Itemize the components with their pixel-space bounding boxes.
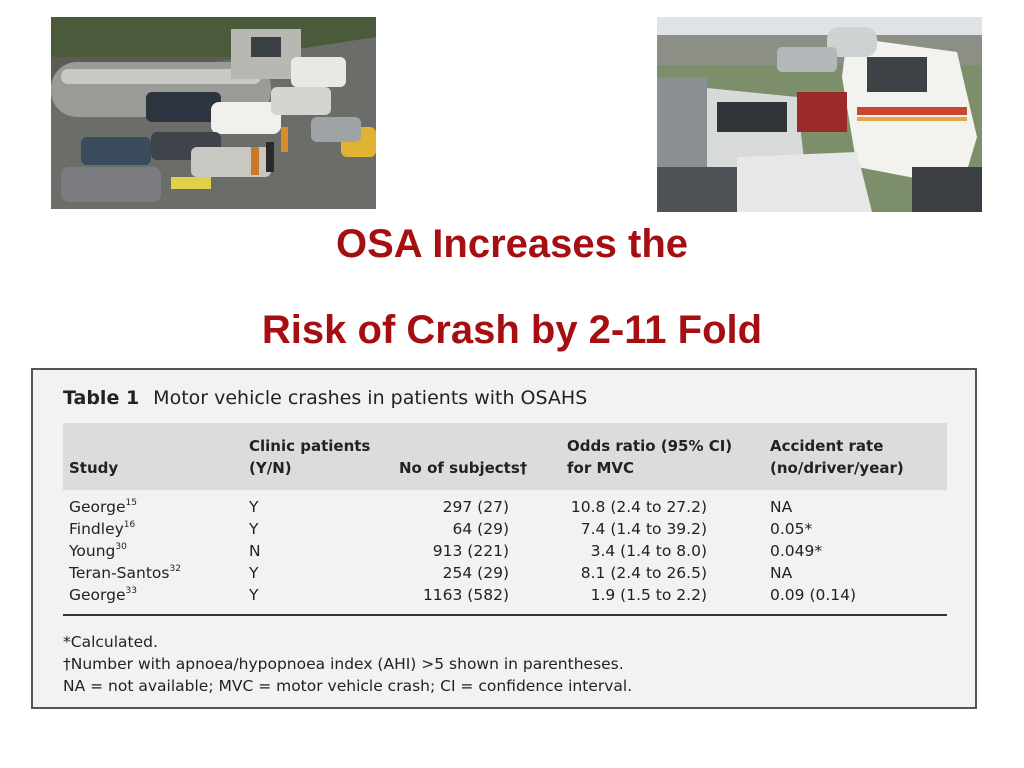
- header-rate-line1: Accident rate: [770, 437, 884, 455]
- cell-odds: 10.8 (2.4 to 27.2): [570, 498, 707, 516]
- table-row: [63, 520, 947, 542]
- cell-study: Teran-Santos$^{32}$: [69, 564, 181, 582]
- cell-odds: 7.4 (1.4 to 39.2): [580, 520, 707, 538]
- header-study: Study: [69, 459, 119, 477]
- table-caption-text: Motor vehicle crashes in patients with OSAHS: [153, 387, 588, 409]
- slide-title-line1: OSA Increases the: [335, 222, 688, 266]
- table-row: [63, 586, 947, 608]
- slide-title-line2: Risk of Crash by 2-11 Fold: [261, 308, 763, 352]
- cell-clinic: Y: [249, 586, 259, 604]
- header-odds-line2: for MVC: [567, 459, 634, 477]
- header-clinic-line2: (Y/N): [249, 459, 292, 477]
- cell-subjects: 64 (29): [452, 520, 509, 538]
- highway-crash-photo-left: [51, 17, 376, 209]
- header-rate-line2: (no/driver/year): [770, 459, 904, 477]
- cell-clinic: N: [249, 542, 261, 560]
- cell-study: George$^{15}$: [69, 498, 137, 516]
- highway-crash-photo-right: [657, 17, 982, 212]
- footnote-ahi: †Number with apnoea/hypopnoea index (AHI) >5 shown in parentheses.: [63, 655, 624, 673]
- cell-study: Findley$^{16}$: [69, 520, 136, 538]
- cell-clinic: Y: [249, 564, 259, 582]
- cell-rate: 0.09 (0.14): [770, 586, 857, 604]
- cell-odds: 3.4 (1.4 to 8.0): [590, 542, 707, 560]
- table-row: [63, 498, 947, 520]
- footnote-abbreviations: NA = not available; MVC = motor vehicle crash; CI = confidence interval.: [63, 677, 633, 695]
- cell-rate: 0.049*: [770, 542, 823, 560]
- cell-clinic: Y: [249, 520, 259, 538]
- header-subjects: No of subjects†: [399, 459, 528, 477]
- table-row: [63, 564, 947, 586]
- cell-subjects: 913 (221): [432, 542, 509, 560]
- cell-subjects: 297 (27): [442, 498, 509, 516]
- table-header: [63, 423, 947, 490]
- cell-rate: NA: [770, 564, 793, 582]
- table-caption: [63, 387, 587, 409]
- table-label: Table 1: [63, 387, 140, 409]
- cell-subjects: 254 (29): [442, 564, 509, 582]
- cell-rate: NA: [770, 498, 793, 516]
- table-rule: [63, 614, 947, 616]
- cell-odds: 8.1 (2.4 to 26.5): [580, 564, 707, 582]
- table-row: [63, 542, 947, 564]
- header-clinic-line1: Clinic patients: [249, 437, 371, 455]
- cell-subjects: 1163 (582): [422, 586, 509, 604]
- cell-rate: 0.05*: [770, 520, 813, 538]
- cell-clinic: Y: [249, 498, 259, 516]
- crash-table: [31, 368, 977, 709]
- footnote-calculated: *Calculated.: [63, 633, 158, 651]
- header-odds-line1: Odds ratio (95% CI): [567, 437, 733, 455]
- cell-study: George$^{33}$: [69, 586, 137, 604]
- cell-study: Young$^{30}$: [69, 542, 127, 560]
- cell-odds: 1.9 (1.5 to 2.2): [590, 586, 707, 604]
